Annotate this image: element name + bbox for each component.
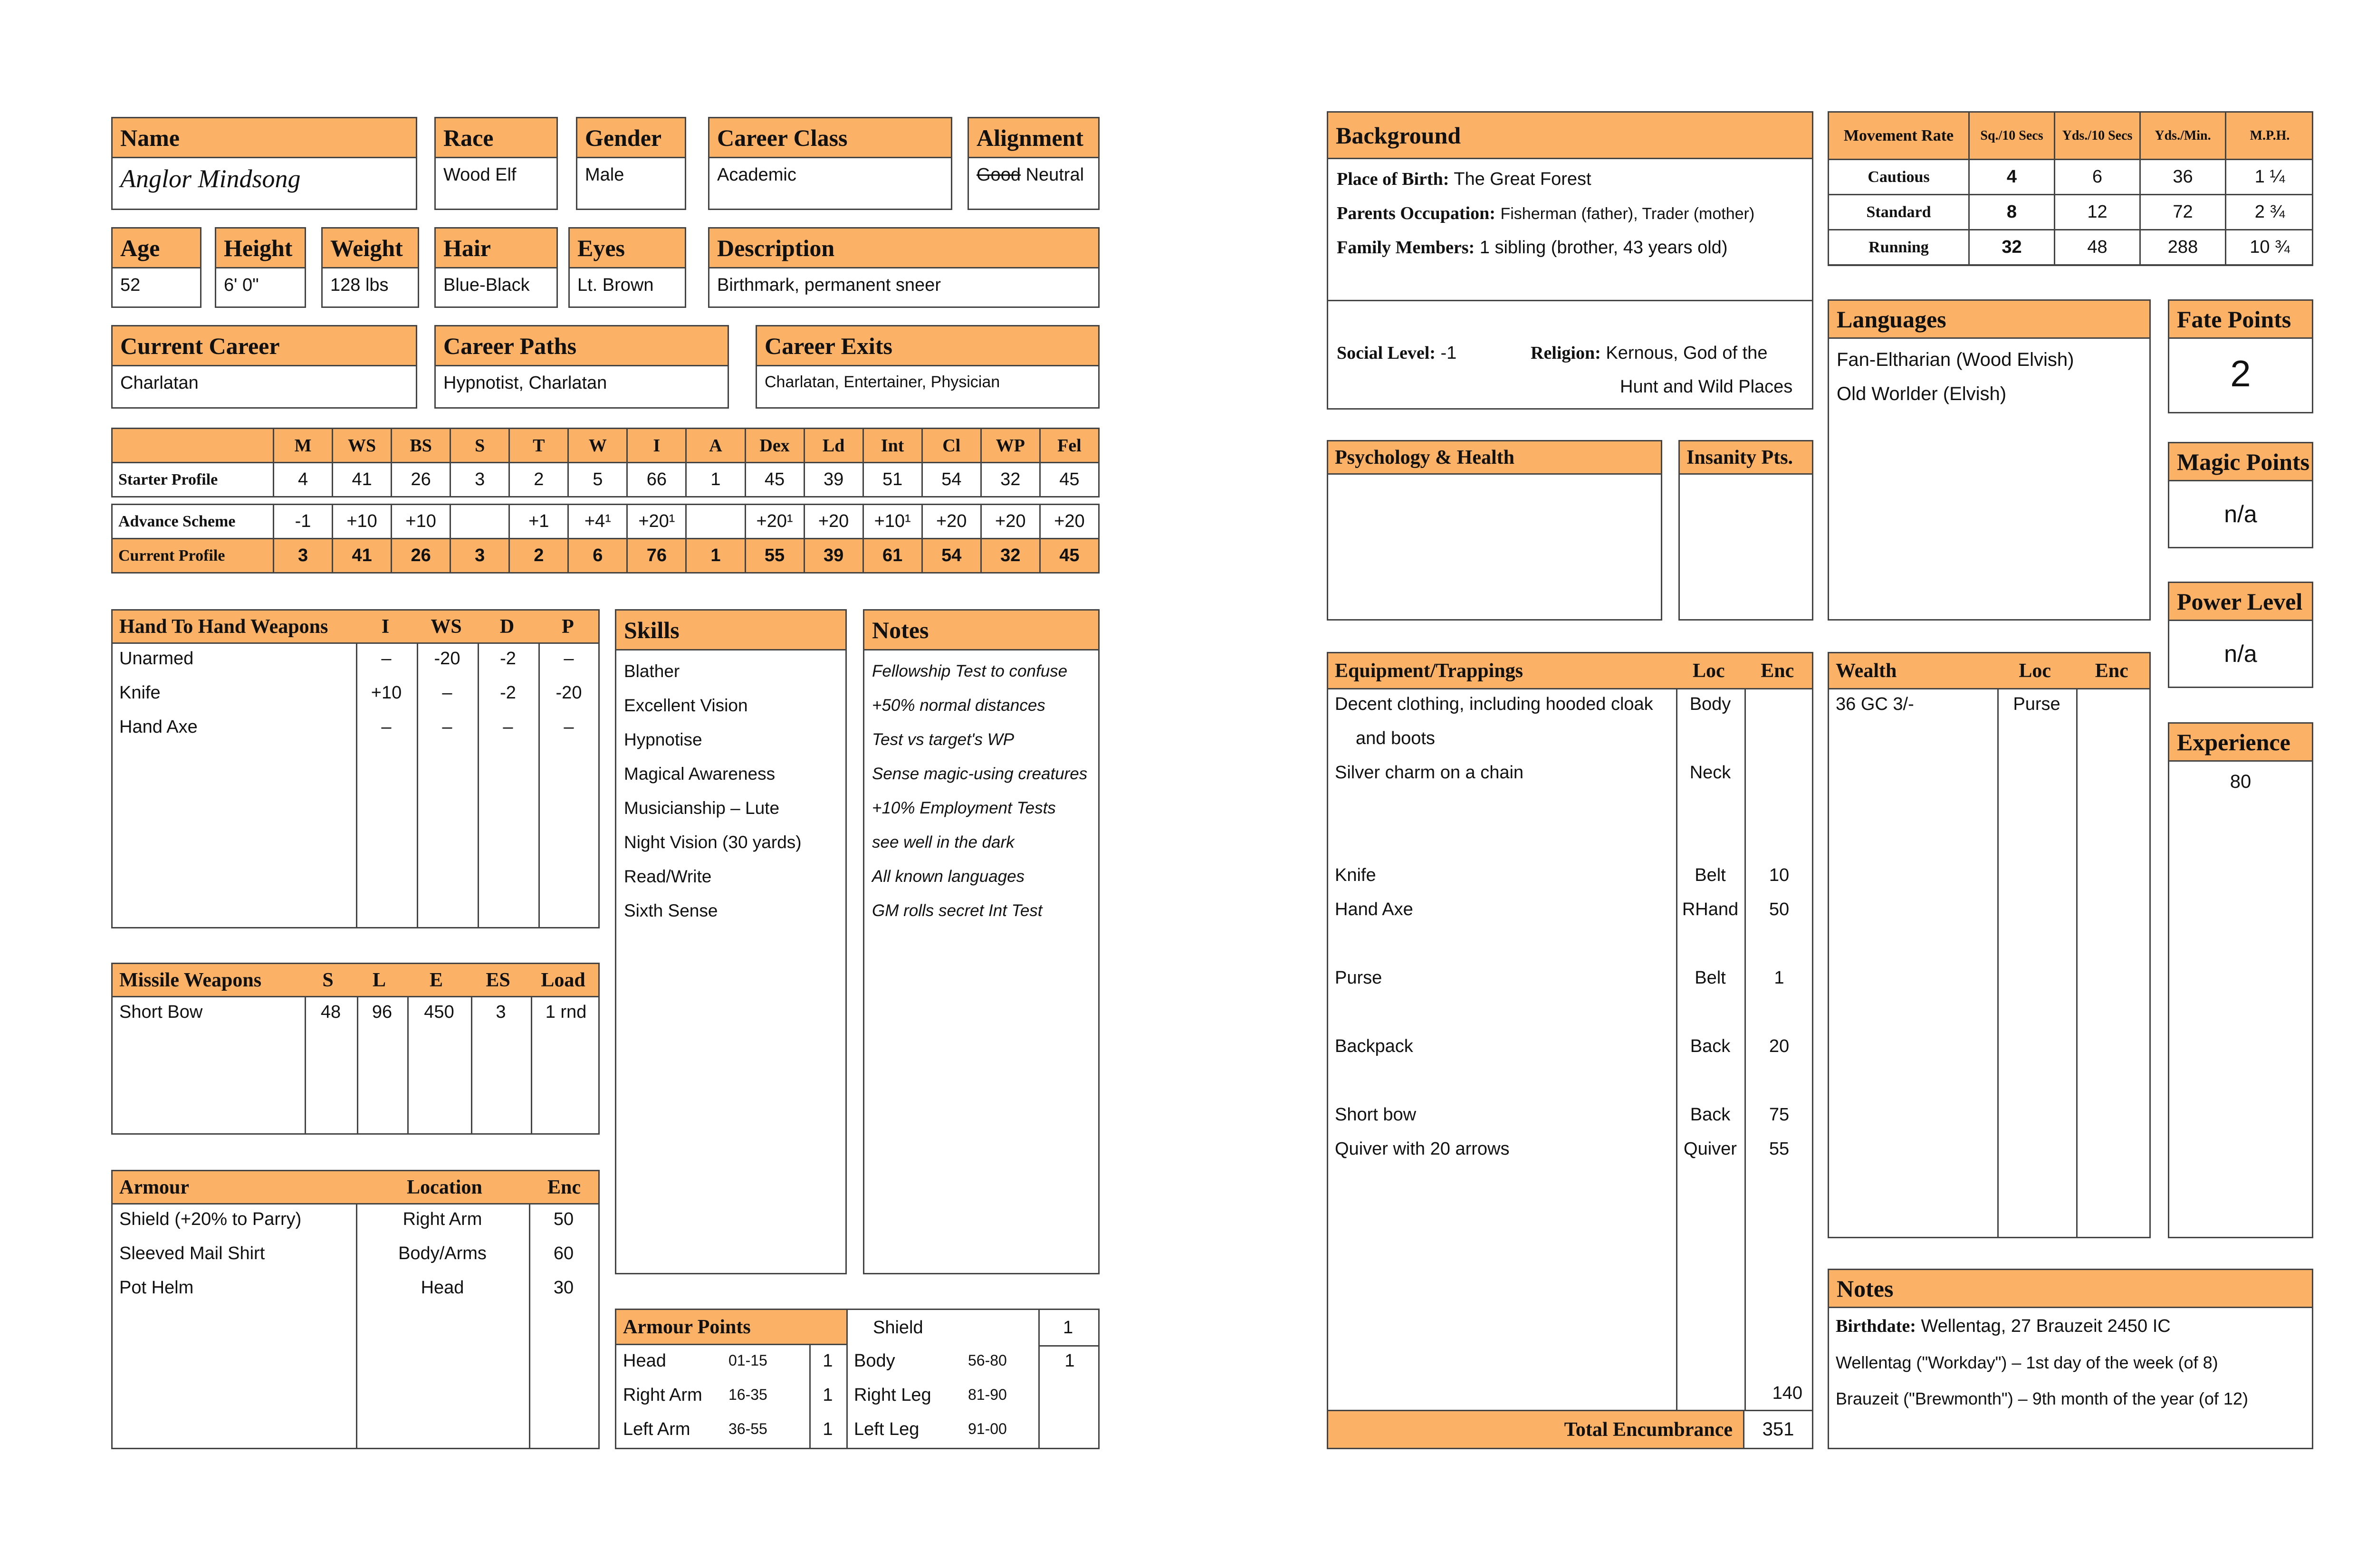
movement-row-label: Running — [1829, 230, 1969, 265]
missile-weapons-header: E — [429, 969, 443, 991]
notes-line: Brauzeit ("Brewmonth") – 9th month of the year (of 12) — [1836, 1389, 2248, 1408]
profile-value[interactable]: +10¹ — [863, 505, 922, 539]
profile-header-dex: Dex — [745, 429, 804, 463]
race-value[interactable]: Wood Elf — [443, 165, 517, 185]
equipment-item-enc[interactable]: 55 — [1769, 1139, 1790, 1159]
profile-row-label: Starter Profile — [112, 463, 274, 497]
languages-title: Languages — [1829, 301, 2149, 339]
weight-value[interactable]: 128 lbs — [330, 275, 389, 295]
profile-header-a: A — [686, 429, 745, 463]
profile-value[interactable]: 66 — [627, 463, 686, 497]
career-paths-value[interactable]: Hypnotist, Charlatan — [443, 373, 607, 393]
ap-range: 01-15 — [728, 1352, 767, 1369]
hand-weapons-header: D — [499, 615, 515, 638]
profile-value[interactable]: +20 — [1040, 505, 1099, 539]
hand-weapons-header: I — [381, 615, 390, 638]
skill-note-item: +10% Employment Tests — [872, 799, 1056, 817]
profile-header-w: W — [568, 429, 627, 463]
age-value[interactable]: 52 — [120, 275, 141, 295]
movement-value[interactable]: 8 — [1969, 195, 2055, 230]
hand-weapon-value[interactable]: – — [564, 717, 574, 737]
skill-note-item: +50% normal distances — [872, 696, 1045, 715]
race-box — [434, 117, 558, 210]
gender-box — [576, 117, 686, 210]
description-label: Description — [709, 229, 1098, 268]
missile-weapons-header: Load — [541, 969, 585, 991]
gender-value[interactable]: Male — [585, 165, 624, 185]
ap-location: Left Arm — [623, 1419, 690, 1439]
movement-value[interactable]: 1 ¼ — [2226, 160, 2314, 195]
armour-enc[interactable]: 50 — [553, 1209, 574, 1229]
profile-header-cl: Cl — [922, 429, 981, 463]
skill-item[interactable]: Hypnotise — [624, 730, 702, 749]
description-value[interactable]: Birthmark, permanent sneer — [717, 275, 941, 295]
hand-weapon-name[interactable]: Hand Axe — [119, 717, 198, 737]
ap-location: Right Leg — [854, 1385, 931, 1405]
wealth-item-loc[interactable]: Purse — [2013, 694, 2060, 714]
career-exits-value[interactable]: Charlatan, Entertainer, Physician — [765, 373, 1000, 391]
parents-label: Parents Occupation: — [1337, 203, 1495, 223]
missile-weapons-title: Missile Weapons — [119, 969, 262, 991]
language-item[interactable]: Fan-Eltharian (Wood Elvish) — [1837, 349, 2074, 370]
hand-weapons-title: Hand To Hand Weapons — [119, 615, 328, 638]
race-label: Race — [436, 118, 556, 158]
profile-value[interactable]: +20 — [804, 505, 863, 539]
profile-value[interactable]: 1 — [686, 539, 745, 573]
skill-item[interactable]: Night Vision (30 yards) — [624, 832, 802, 852]
family-value[interactable]: 1 sibling (brother, 43 years old) — [1479, 238, 1728, 258]
power-level-value[interactable]: n/a — [2224, 641, 2257, 667]
wealth-enc-label: Enc — [2095, 660, 2128, 682]
equipment-item-loc[interactable]: Belt — [1695, 968, 1726, 988]
page-2 — [1213, 0, 2376, 1568]
career-paths-box — [434, 325, 729, 409]
parents-value[interactable]: Fisherman (father), Trader (mother) — [1500, 205, 1755, 223]
profile-value[interactable]: -1 — [274, 505, 333, 539]
profile-value[interactable]: +4¹ — [568, 505, 627, 539]
profile-value[interactable] — [686, 505, 745, 539]
hand-weapon-name[interactable]: Unarmed — [119, 649, 194, 669]
family-label: Family Members: — [1337, 238, 1475, 258]
profile-value[interactable]: 3 — [450, 463, 509, 497]
profile-value[interactable]: 26 — [392, 463, 450, 497]
age-box — [111, 227, 201, 308]
equipment-item-enc[interactable]: 50 — [1769, 899, 1790, 919]
profile-value[interactable] — [450, 505, 509, 539]
equipment-item-loc[interactable]: Body — [1689, 694, 1731, 714]
languages-box — [1828, 299, 2151, 621]
profile-value[interactable]: +20 — [922, 505, 981, 539]
language-item[interactable]: Old Worlder (Elvish) — [1837, 383, 2007, 404]
ap-location: Body — [854, 1351, 895, 1371]
birthdate-label: Birthdate: — [1836, 1316, 1916, 1336]
shield-ap-value[interactable]: 1 — [1063, 1318, 1073, 1338]
experience-value[interactable]: 80 — [2230, 771, 2251, 792]
armour-name[interactable]: Pot Helm — [119, 1278, 194, 1298]
profile-value[interactable]: 39 — [804, 539, 863, 573]
missile-weapons-header: L — [372, 969, 386, 991]
wealth-loc-label: Loc — [2019, 660, 2051, 682]
insanity-box — [1678, 440, 1813, 621]
profile-value[interactable]: 4 — [274, 463, 333, 497]
profile-row-label: Advance Scheme — [112, 505, 274, 539]
skill-note-item: Fellowship Test to confuse — [872, 662, 1068, 680]
skill-note-item: Test vs target's WP — [872, 730, 1015, 749]
equipment-loc-label: Loc — [1693, 660, 1725, 682]
hair-label: Hair — [436, 229, 556, 268]
armour-location[interactable]: Right Arm — [402, 1209, 482, 1229]
movement-header: M.P.H. — [2226, 112, 2314, 160]
religion-label: Religion: — [1531, 343, 1601, 363]
experience-box — [2168, 722, 2313, 1238]
missile-weapon-value[interactable]: 1 rnd — [545, 1002, 587, 1022]
profile-value[interactable]: 6 — [568, 539, 627, 573]
equipment-subtotal[interactable]: 140 — [1772, 1383, 1802, 1403]
ap-range: 36-55 — [728, 1420, 767, 1437]
profile-value[interactable]: 3 — [450, 539, 509, 573]
missile-weapon-value[interactable]: 450 — [424, 1002, 454, 1022]
ap-value[interactable]: 1 — [1064, 1351, 1075, 1371]
profile-header-s: S — [450, 429, 509, 463]
movement-value[interactable]: 288 — [2140, 230, 2226, 265]
equipment-item-name-cont[interactable]: and boots — [1356, 728, 1435, 748]
movement-value[interactable]: 2 ¾ — [2226, 195, 2314, 230]
profile-value[interactable]: 76 — [627, 539, 686, 573]
movement-header: Movement Rate — [1829, 112, 1969, 160]
equipment-enc-label: Enc — [1761, 660, 1794, 682]
ap-location: Left Leg — [854, 1419, 920, 1439]
weight-box — [321, 227, 419, 308]
missile-weapon-value[interactable]: 3 — [496, 1002, 506, 1022]
profile-header-m: M — [274, 429, 333, 463]
magic-points-value[interactable]: n/a — [2224, 501, 2257, 527]
equipment-item-name[interactable]: Backpack — [1335, 1036, 1413, 1056]
skill-notes-title: Notes — [864, 611, 1098, 650]
hand-weapon-value[interactable]: -20 — [434, 649, 460, 669]
movement-value[interactable]: 48 — [2055, 230, 2140, 265]
hand-weapons-header: P — [562, 615, 574, 638]
missile-weapon-value[interactable]: 48 — [320, 1002, 341, 1022]
equipment-item-enc[interactable]: 20 — [1769, 1036, 1790, 1056]
equipment-item-loc[interactable]: RHand — [1682, 899, 1739, 919]
hand-weapon-value[interactable]: -2 — [500, 649, 516, 669]
height-box — [215, 227, 306, 308]
profile-value[interactable]: +20¹ — [627, 505, 686, 539]
ap-range: 81-90 — [968, 1386, 1007, 1403]
wealth-item-name[interactable]: 36 GC 3/- — [1836, 694, 1914, 714]
missile-weapon-value[interactable]: 96 — [372, 1002, 393, 1022]
eyes-value[interactable]: Lt. Brown — [577, 275, 654, 295]
power-level-title: Power Level — [2169, 583, 2312, 621]
profile-row-label: Current Profile — [112, 539, 274, 573]
hand-weapons-header: WS — [431, 615, 462, 638]
profile-value[interactable]: 26 — [392, 539, 450, 573]
hand-weapon-value[interactable]: -2 — [500, 683, 516, 703]
notes-title: Notes — [1829, 1270, 2312, 1308]
equipment-item-loc[interactable]: Neck — [1689, 763, 1731, 783]
alignment-struck: Good — [977, 165, 1021, 185]
birthdate-value[interactable]: Wellentag, 27 Brauzeit 2450 IC — [1921, 1316, 2171, 1336]
profile-value[interactable]: 1 — [686, 463, 745, 497]
profile-header-t: T — [509, 429, 568, 463]
profile-value[interactable]: +20¹ — [745, 505, 804, 539]
movement-row-label: Standard — [1829, 195, 1969, 230]
religion-value[interactable]: Kernous, God of the — [1606, 343, 1768, 363]
experience-title: Experience — [2169, 724, 2312, 762]
background-box — [1327, 111, 1813, 410]
movement-row-label: Cautious — [1829, 160, 1969, 195]
total-encumbrance-label: Total Encumbrance — [1328, 1411, 1744, 1448]
armour-enc[interactable]: 30 — [553, 1278, 574, 1298]
profile-header-int: Int — [863, 429, 922, 463]
equipment-item-loc[interactable]: Quiver — [1684, 1139, 1737, 1159]
hair-box — [434, 227, 558, 308]
armour-location[interactable]: Head — [421, 1278, 464, 1298]
hand-weapon-value[interactable]: -20 — [556, 683, 582, 703]
notes-box — [1828, 1269, 2313, 1449]
hand-weapon-name[interactable]: Knife — [119, 683, 161, 703]
profile-value[interactable]: 55 — [745, 539, 804, 573]
skill-notes-box — [863, 609, 1100, 1274]
weight-label: Weight — [323, 229, 418, 268]
profile-table — [111, 428, 1100, 574]
equipment-item-name[interactable]: Decent clothing, including hooded cloak — [1335, 694, 1653, 714]
profile-value[interactable]: +20 — [981, 505, 1040, 539]
armour-points-box — [615, 1309, 1100, 1449]
movement-value[interactable]: 12 — [2055, 195, 2140, 230]
movement-header: Yds./10 Secs — [2055, 112, 2140, 160]
hand-weapon-value[interactable]: – — [381, 717, 392, 737]
profile-value[interactable]: 41 — [333, 463, 392, 497]
armour-points-title: Armour Points — [616, 1310, 846, 1345]
equipment-item-name[interactable]: Purse — [1335, 968, 1382, 988]
place-of-birth-label: Place of Birth: — [1337, 169, 1449, 189]
hand-weapon-value[interactable]: – — [442, 683, 452, 703]
profile-value[interactable]: 2 — [509, 463, 568, 497]
movement-value[interactable]: 72 — [2140, 195, 2226, 230]
profile-value[interactable]: 2 — [509, 539, 568, 573]
armour-enc-label: Enc — [547, 1176, 581, 1198]
alignment-box — [968, 117, 1100, 210]
armour-enc[interactable]: 60 — [553, 1243, 574, 1263]
missile-weapon-name[interactable]: Short Bow — [119, 1002, 203, 1022]
background-title: Background — [1328, 113, 1812, 159]
profile-header-ld: Ld — [804, 429, 863, 463]
power-level-box — [2168, 582, 2313, 688]
career-exits-label: Career Exits — [757, 326, 1098, 366]
description-box — [708, 227, 1100, 308]
wealth-box — [1828, 652, 2151, 1238]
skill-note-item: Sense magic-using creatures — [872, 765, 1088, 783]
profile-corner — [112, 429, 274, 463]
profile-value[interactable]: 41 — [333, 539, 392, 573]
profile-header-fel: Fel — [1040, 429, 1099, 463]
skill-note-item: GM rolls secret Int Test — [872, 901, 1043, 920]
skill-note-item: see well in the dark — [872, 833, 1015, 851]
height-value[interactable]: 6' 0" — [224, 275, 259, 295]
equipment-item-name[interactable]: Hand Axe — [1335, 899, 1413, 919]
profile-value[interactable]: 32 — [981, 539, 1040, 573]
career-paths-label: Career Paths — [436, 326, 728, 366]
armour-name[interactable]: Sleeved Mail Shirt — [119, 1243, 265, 1263]
hand-weapon-value[interactable]: – — [503, 717, 513, 737]
profile-value[interactable]: 45 — [1040, 463, 1099, 497]
skill-item[interactable]: Excellent Vision — [624, 696, 748, 715]
ap-location: Right Arm — [623, 1385, 702, 1405]
shield-ap-label: Shield — [873, 1318, 923, 1338]
equipment-item-enc[interactable]: 1 — [1774, 968, 1784, 988]
movement-value[interactable]: 6 — [2055, 160, 2140, 195]
career-class-value[interactable]: Academic — [717, 165, 796, 185]
equipment-box — [1327, 652, 1813, 1449]
profile-header-ws: WS — [333, 429, 392, 463]
profile-value[interactable]: +10 — [333, 505, 392, 539]
equipment-item-name[interactable]: Short bow — [1335, 1105, 1417, 1125]
profile-value[interactable]: 51 — [863, 463, 922, 497]
skill-item[interactable]: Read/Write — [624, 867, 712, 886]
magic-points-box — [2168, 442, 2313, 548]
total-encumbrance-value[interactable]: 351 — [1762, 1419, 1794, 1440]
movement-header: Sq./10 Secs — [1969, 112, 2055, 160]
social-level-label: Social Level: — [1337, 343, 1436, 363]
career-exits-box — [756, 325, 1100, 409]
armour-location-label: Location — [407, 1176, 482, 1198]
equipment-item-loc[interactable]: Belt — [1695, 865, 1726, 885]
notes-line: Wellentag ("Workday") – 1st day of the week (of 8) — [1836, 1353, 2218, 1372]
current-career-box — [111, 325, 417, 409]
ap-value[interactable]: 1 — [823, 1419, 833, 1439]
ap-range: 56-80 — [968, 1352, 1007, 1369]
profile-value[interactable]: +1 — [509, 505, 568, 539]
profile-value[interactable]: 3 — [274, 539, 333, 573]
hand-weapon-value[interactable]: – — [442, 717, 452, 737]
name-label: Name — [113, 118, 416, 158]
career-class-box — [708, 117, 952, 210]
profile-header-i: I — [627, 429, 686, 463]
armour-location[interactable]: Body/Arms — [398, 1243, 487, 1263]
movement-box — [1828, 111, 2313, 266]
psychology-title: Psychology & Health — [1328, 441, 1661, 475]
religion-value-line2[interactable]: Hunt and Wild Places — [1620, 377, 1793, 397]
hand-weapons-box — [111, 609, 600, 928]
profile-header-wp: WP — [981, 429, 1040, 463]
fate-points-value[interactable]: 2 — [2230, 353, 2251, 394]
profile-header-bs: BS — [392, 429, 450, 463]
eyes-label: Eyes — [570, 229, 685, 268]
wealth-title: Wealth — [1836, 660, 1897, 682]
movement-value[interactable]: 36 — [2140, 160, 2226, 195]
insanity-title: Insanity Pts. — [1680, 441, 1812, 475]
profile-value[interactable]: 54 — [922, 463, 981, 497]
name-box — [111, 117, 417, 210]
equipment-item-enc[interactable]: 75 — [1769, 1105, 1790, 1125]
skills-box — [615, 609, 847, 1274]
profile-value[interactable]: +10 — [392, 505, 450, 539]
profile-value[interactable]: 61 — [863, 539, 922, 573]
movement-value[interactable]: 4 — [1969, 160, 2055, 195]
ap-value[interactable]: 1 — [823, 1385, 833, 1405]
skills-title: Skills — [616, 611, 845, 650]
missile-weapons-box — [111, 963, 600, 1135]
alignment-label: Alignment — [969, 118, 1098, 158]
skill-item[interactable]: Sixth Sense — [624, 901, 718, 920]
armour-box — [111, 1170, 600, 1449]
character-name[interactable]: Anglor Mindsong — [120, 164, 301, 193]
skill-item[interactable]: Magical Awareness — [624, 764, 776, 784]
movement-header: Yds./Min. — [2140, 112, 2226, 160]
skill-note-item: All known languages — [872, 867, 1025, 886]
missile-weapons-header: ES — [486, 969, 510, 991]
hand-weapon-value[interactable]: +10 — [371, 683, 402, 703]
profile-value[interactable]: 5 — [568, 463, 627, 497]
profile-value[interactable]: 32 — [981, 463, 1040, 497]
ap-range: 91-00 — [968, 1420, 1007, 1437]
hand-weapon-value[interactable]: – — [564, 649, 574, 669]
equipment-title: Equipment/Trappings — [1335, 660, 1523, 682]
equipment-item-name[interactable]: Knife — [1335, 865, 1376, 885]
fate-points-box — [2168, 299, 2313, 413]
social-level-value[interactable]: -1 — [1440, 343, 1457, 363]
missile-weapons-header: S — [322, 969, 334, 991]
gender-label: Gender — [577, 118, 685, 158]
alignment-value[interactable]: Neutral — [1025, 165, 1084, 185]
equipment-item-enc[interactable]: 10 — [1769, 865, 1790, 885]
current-career-value[interactable]: Charlatan — [120, 373, 199, 393]
movement-value[interactable]: 32 — [1969, 230, 2055, 265]
magic-points-title: Magic Points — [2169, 443, 2312, 481]
skill-item[interactable]: Musicianship – Lute — [624, 798, 780, 818]
place-of-birth-value[interactable]: The Great Forest — [1454, 169, 1591, 189]
fate-points-title: Fate Points — [2169, 301, 2312, 339]
movement-value[interactable]: 10 ¾ — [2226, 230, 2314, 265]
profile-value[interactable]: 39 — [804, 463, 863, 497]
equipment-item-loc[interactable]: Back — [1690, 1105, 1731, 1125]
psychology-box — [1327, 440, 1662, 621]
hair-value[interactable]: Blue-Black — [443, 275, 530, 295]
ap-value[interactable]: 1 — [823, 1351, 833, 1371]
ap-range: 16-35 — [728, 1386, 767, 1403]
skill-item[interactable]: Blather — [624, 661, 680, 681]
profile-value[interactable]: 45 — [745, 463, 804, 497]
height-label: Height — [216, 229, 305, 268]
ap-location: Head — [623, 1351, 666, 1371]
armour-title: Armour — [119, 1176, 189, 1198]
profile-value[interactable]: 45 — [1040, 539, 1099, 573]
profile-value[interactable]: 54 — [922, 539, 981, 573]
equipment-item-loc[interactable]: Back — [1690, 1036, 1731, 1056]
career-class-label: Career Class — [709, 118, 951, 158]
armour-name[interactable]: Shield (+20% to Parry) — [119, 1209, 302, 1229]
age-label: Age — [113, 229, 200, 268]
current-career-label: Current Career — [113, 326, 416, 366]
hand-weapon-value[interactable]: – — [381, 649, 392, 669]
equipment-item-name[interactable]: Silver charm on a chain — [1335, 763, 1524, 783]
equipment-item-name[interactable]: Quiver with 20 arrows — [1335, 1139, 1510, 1159]
eyes-box — [568, 227, 686, 308]
